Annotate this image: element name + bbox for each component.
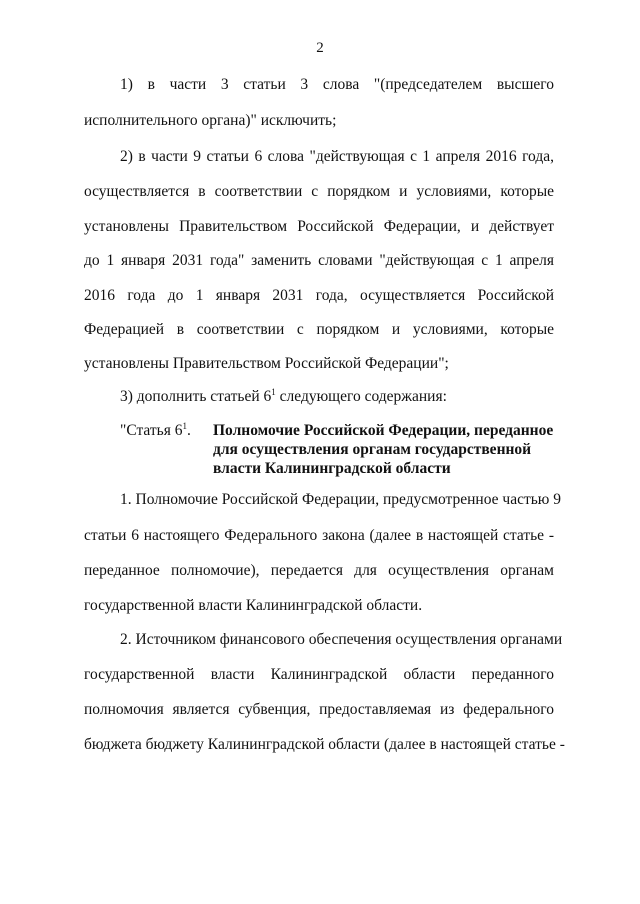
paragraph-2-line-2: государственной власти Калининградской области переданного: [84, 666, 554, 683]
item-3-line: [120, 387, 554, 407]
article-title-line-2: для осуществления органам государственной: [213, 441, 532, 458]
paragraph-1-line-2: статьи 6 настоящего Федерального закона (далее в настоящей статье -: [84, 527, 554, 544]
item-1-line-2: исполнительного органа)" исключить;: [84, 112, 337, 129]
page-number: 2: [316, 40, 324, 56]
paragraph-2-line-4: бюджета бюджету Калининградской области (далее в настоящей статье -: [84, 736, 565, 753]
item-2-line-1: 2) в части 9 статьи 6 слова "действующая с 1 апреля 2016 года,: [120, 148, 554, 165]
item-3-text-post: следующего содержания:: [275, 388, 447, 405]
paragraph-1-line-3: переданное полномочие), передается для осуществления органам: [84, 562, 554, 579]
item-2-line-6: Федерацией в соответствии с порядком и условиями, которые: [84, 321, 554, 338]
article-title-line-3: власти Калининградской области: [213, 460, 451, 477]
item-2-line-2: осуществляется в соответствии с порядком и условиями, которые: [84, 183, 554, 200]
article-label: [120, 421, 191, 441]
article-label-pre: "Статья 6: [120, 422, 183, 439]
paragraph-1-line-4: государственной власти Калининградской области.: [84, 597, 423, 614]
item-2-line-7: установлены Правительством Российской Федерации";: [84, 355, 449, 372]
article-title: [213, 421, 553, 478]
item-3-superscript: 1: [271, 387, 276, 397]
article-title-line-1: Полномочие Российской Федерации, переданное: [213, 422, 554, 439]
article-label-post: .: [187, 422, 191, 439]
article-label-superscript: 1: [182, 421, 187, 431]
item-2-line-5: 2016 года до 1 января 2031 года, осуществляется Российской: [84, 287, 554, 304]
item-2-line-3: установлены Правительством Российской Федерации, и действует: [84, 218, 554, 235]
item-1-line-1: 1) в части 3 статьи 3 слова "(председателем высшего: [120, 76, 554, 93]
item-2-line-4: до 1 января 2031 года" заменить словами "действующая с 1 апреля: [84, 252, 554, 269]
item-3-text-pre: 3) дополнить статьей 6: [120, 388, 272, 405]
paragraph-2-line-3: полномочия является субвенция, предоставляемая из федерального: [84, 701, 554, 718]
paragraph-1-line-1: 1. Полномочие Российской Федерации, предусмотренное частью 9: [120, 491, 562, 508]
paragraph-2-line-1: 2. Источником финансового обеспечения осуществления органами: [120, 631, 563, 648]
